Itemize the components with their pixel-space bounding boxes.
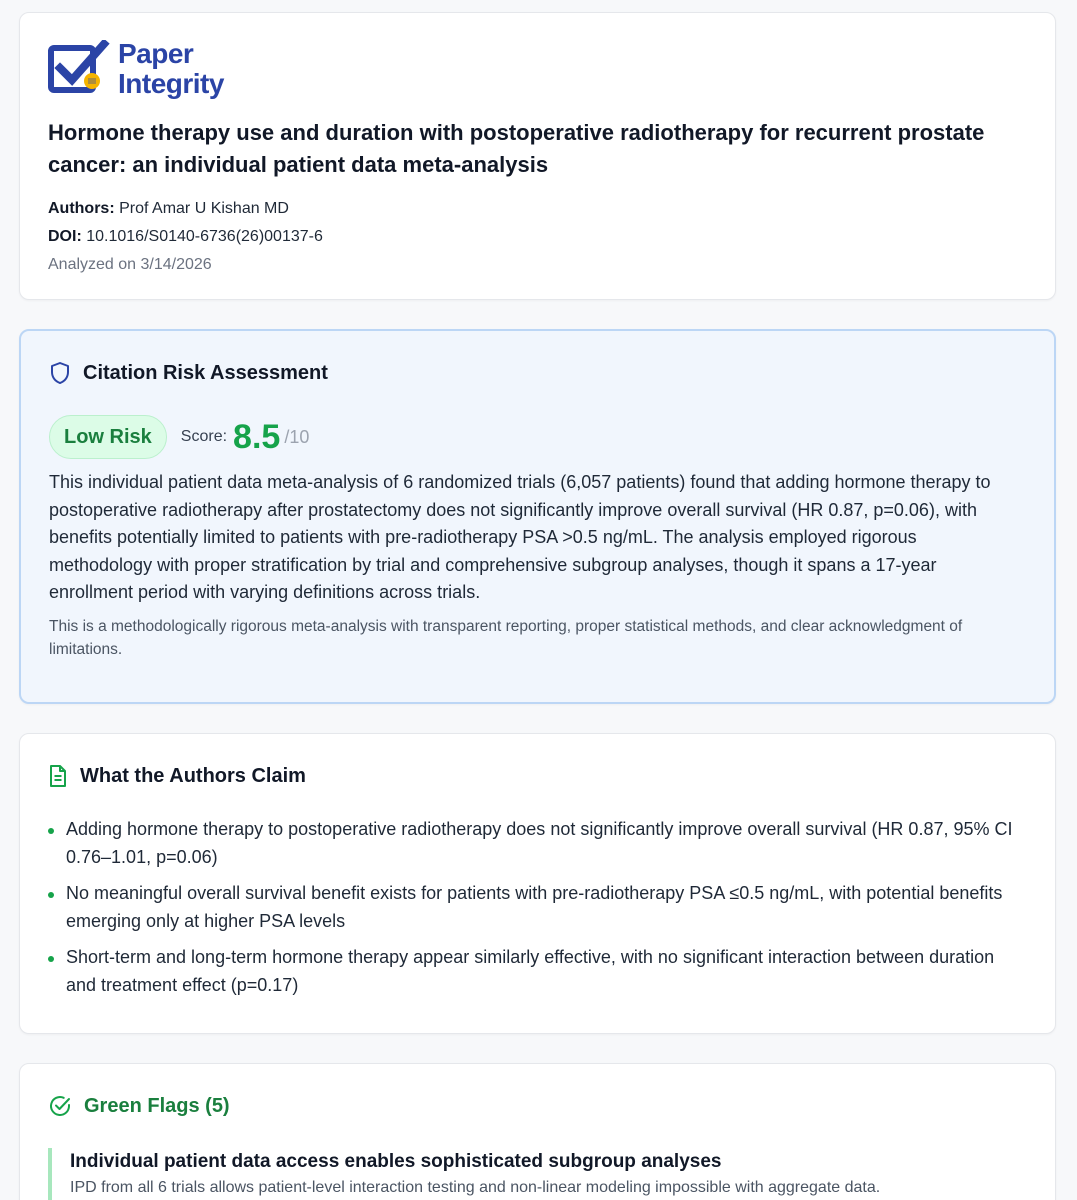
citation-risk-card [19, 329, 1056, 704]
risk-level-badge: Low Risk [49, 415, 167, 459]
claim-item: Short-term and long-term hormone therapy appear similarly effective, with no significant interaction between duration and treatment effect (p=0.17) [48, 944, 1028, 999]
risk-note: This is a methodologically rigorous meta-analysis with transparent reporting, proper statistical methods, and clear acknowledgment of limitations. [49, 617, 963, 658]
analyzed-date: Analyzed on 3/14/2026 [48, 256, 212, 273]
authors-value: Prof Amar U Kishan MD [119, 200, 289, 217]
paper-header-card [19, 12, 1056, 300]
risk-summary: This individual patient data meta-analysis of 6 randomized trials (6,057 patients) found that adding hormone therapy to postoperative radiotherapy after prostatectomy does not significantly improve overall survival (HR 0.87, p=0.06), with benefits potentially limited to patients with pre-radiotherapy PSA >0.5 ng/mL. The analysis employed rigorous methodology with proper stratification by trial and comprehensive subgroup analyses, though it spans a 17-year enrollment period with varying definitions across trials. [49, 472, 991, 602]
doi-row [48, 223, 1027, 251]
score-label: Score: [180, 428, 228, 445]
flags-section-title: Green Flags (5) [84, 1094, 230, 1117]
authors-row [48, 195, 1027, 223]
risk-score-row [49, 415, 1026, 459]
flags-section-header [48, 1094, 1027, 1118]
claims-list [48, 816, 1027, 999]
claim-item: Adding hormone therapy to postoperative radiotherapy does not significantly improve overall survival (HR 0.87, 95% CI 0.76–1.01, p=0.06) [48, 816, 1028, 871]
document-icon [48, 764, 68, 788]
authors-label: Authors: [48, 200, 115, 217]
authors-claims-card [19, 733, 1056, 1034]
claims-section-header [48, 764, 1027, 788]
checkbox-logo-icon [48, 40, 110, 98]
check-circle-icon [48, 1094, 72, 1118]
claims-section-title: What the Authors Claim [80, 764, 306, 787]
score-max: /10 [284, 426, 310, 447]
score-value: 8.5 [233, 417, 281, 456]
risk-section-header [49, 361, 1026, 385]
risk-section-title: Citation Risk Assessment [83, 361, 328, 384]
paper-title: Hormone therapy use and duration with postoperative radiotherapy for recurrent prostate cancer: an individual patient data meta-analysis [48, 120, 985, 177]
green-flags-card [19, 1063, 1056, 1200]
logo-wordmark [118, 40, 224, 98]
doi-label: DOI: [48, 228, 82, 245]
shield-icon [49, 361, 71, 385]
claim-item: No meaningful overall survival benefit exists for patients with pre-radiotherapy PSA ≤0.5 ng/mL, with potential benefits emerging only at higher PSA levels [48, 880, 1028, 935]
paper-integrity-logo[interactable] [48, 39, 1027, 99]
green-flag-title: Individual patient data access enables sophisticated subgroup analyses [70, 1151, 722, 1172]
logo-word-paper: Paper [118, 38, 194, 69]
logo-word-integrity: Integrity [118, 68, 224, 99]
green-flag-description: IPD from all 6 trials allows patient-level interaction testing and non-linear modeling impossible with aggregate data. [70, 1179, 881, 1196]
doi-value[interactable]: 10.1016/S0140-6736(26)00137-6 [86, 228, 323, 245]
green-flag-item [48, 1148, 1027, 1200]
